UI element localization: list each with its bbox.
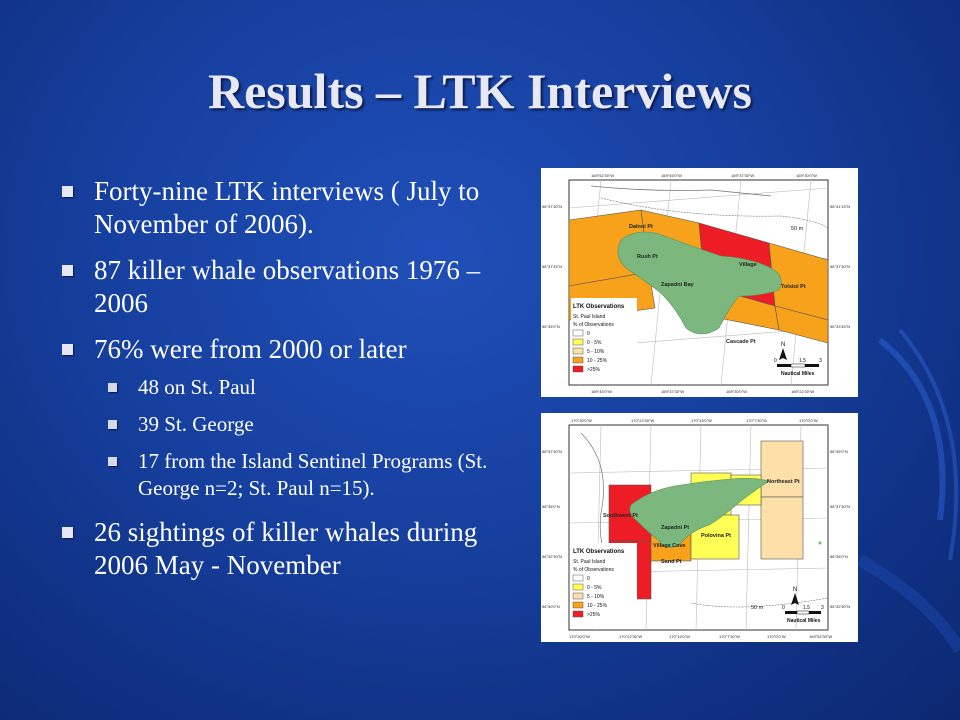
scale-label: 3 xyxy=(821,605,824,611)
coord-label: 56°45'0"N xyxy=(830,449,848,454)
scale-label: 1.5 xyxy=(799,358,806,364)
bullet-square-icon xyxy=(108,383,117,392)
coord-label: 56°37'30"N xyxy=(542,204,563,209)
legend-item: 0 xyxy=(587,331,590,337)
coord-label: 56°35'0"N xyxy=(542,504,560,509)
legend-item: >25% xyxy=(587,367,600,373)
bullet-text: 48 on St. Paul xyxy=(138,375,256,399)
place-label: Zapadni Pt xyxy=(661,525,690,531)
bullet-text: 26 sightings of killer whales during 2006 May - November xyxy=(94,517,478,580)
coord-label: 56°30'0"N xyxy=(542,604,560,609)
bullet-interviews xyxy=(60,175,520,241)
legend-item: 0 - 5% xyxy=(587,340,602,346)
coord-label: 56°37'45"N xyxy=(542,264,563,269)
scale-label: 1.5 xyxy=(803,605,810,611)
coord-label: 170°30'0"W xyxy=(569,634,590,639)
legend-item: 5 - 10% xyxy=(587,349,605,355)
coord-label: 170°15'0"W xyxy=(669,634,690,639)
coord-label: 170°30'0"W xyxy=(571,418,592,423)
bullet-text: 87 killer whale observations 1976 – 2006 xyxy=(94,255,481,318)
scale-unit: Nautical Miles xyxy=(781,371,815,377)
map-legend xyxy=(571,298,637,384)
place-label: Northeast Pt xyxy=(767,479,800,485)
place-label: Sand Pt xyxy=(661,559,682,565)
coord-label: 169°30'0"W xyxy=(726,389,747,394)
depth-label: 50 m xyxy=(751,605,764,611)
legend-pct: % of Observations xyxy=(573,567,614,573)
coord-label: 169°30'0"W xyxy=(796,173,817,178)
coord-label: 169°52'30"W xyxy=(591,173,615,178)
place-label: Rush Pt xyxy=(637,254,658,260)
coord-label: 169°45'0"W xyxy=(661,173,682,178)
scale-unit: Nautical Miles xyxy=(787,618,821,624)
map-st-paul xyxy=(541,168,858,397)
coord-label: 56°41'15"N xyxy=(830,204,851,209)
scale-label: 3 xyxy=(819,358,822,364)
bullet-observations xyxy=(60,254,520,320)
map-st-paul-figure xyxy=(541,168,858,397)
bullet-square-icon xyxy=(62,527,73,538)
place-label: Zapadni Bay xyxy=(661,282,694,288)
coord-label: 170°0'0"W xyxy=(767,634,786,639)
place-label: Cascade Pt xyxy=(726,339,756,345)
coord-label: 169°37'30"W xyxy=(731,173,755,178)
coord-label: 170°7'30"W xyxy=(746,418,767,423)
place-label: Southwest Pt xyxy=(603,513,638,519)
coord-label: 56°35'0"N xyxy=(830,554,848,559)
map-legend xyxy=(571,543,637,629)
coord-label: 56°33'45"N xyxy=(830,324,851,329)
place-label: Tolstoi Pt xyxy=(781,284,806,290)
coord-label: 56°32'30"N xyxy=(830,604,851,609)
north-arrow-icon: N xyxy=(781,342,786,348)
scale-label: 0 xyxy=(774,358,777,364)
subbullet-sentinel xyxy=(60,448,520,502)
bullet-square-icon xyxy=(108,420,117,429)
legend-item: 5 - 10% xyxy=(587,594,605,600)
coord-label: 169°45'0"W xyxy=(591,389,612,394)
map-st-george xyxy=(541,413,858,642)
legend-title: LTK Observations xyxy=(573,549,625,555)
place-label: Dalnoi Pt xyxy=(629,224,653,230)
coord-label: 56°37'30"N xyxy=(830,264,851,269)
coord-label: 170°15'0"W xyxy=(691,418,712,423)
coord-label: 56°37'30"N xyxy=(542,449,563,454)
map-st-george-figure xyxy=(541,413,858,642)
bullet-text: 17 from the Island Sentinel Programs (St. George n=2; St. Paul n=15). xyxy=(138,449,488,500)
coord-label: 169°22'30"W xyxy=(791,389,815,394)
legend-pct: % of Observations xyxy=(573,322,614,328)
subbullet-st-paul xyxy=(60,374,520,401)
coord-label: 170°0'0"W xyxy=(799,418,818,423)
bullet-square-icon xyxy=(62,344,73,355)
legend-item: 10 - 25% xyxy=(587,358,608,364)
depth-label: 50 m xyxy=(791,226,804,232)
legend-island: St. Paul Island xyxy=(573,314,606,320)
legend-title: LTK Observations xyxy=(573,304,625,310)
legend-island: St. Paul Island xyxy=(573,559,606,565)
legend-item: 0 xyxy=(587,576,590,582)
north-arrow-icon: N xyxy=(793,587,798,593)
bullet-sightings xyxy=(60,516,520,582)
coord-label: 56°32'30"N xyxy=(542,554,563,559)
legend-item: >25% xyxy=(587,612,600,618)
coord-label: 169°52'30"W xyxy=(809,634,833,639)
coord-label: 170°22'30"W xyxy=(619,634,643,639)
place-label: Polovina Pt xyxy=(701,533,731,539)
slide-title: Results – LTK Interviews xyxy=(207,63,753,119)
legend-item: 10 - 25% xyxy=(587,603,608,609)
bullet-percent xyxy=(60,333,520,366)
bullet-square-icon xyxy=(62,186,73,197)
coord-label: 169°37'30"W xyxy=(661,389,685,394)
bullet-square-icon xyxy=(108,457,117,466)
place-label: Village xyxy=(739,262,757,268)
bullet-text: Forty-nine LTK interviews ( July to November of 2006). xyxy=(94,176,480,239)
subbullet-st-george xyxy=(60,411,520,438)
coord-label: 170°7'30"W xyxy=(719,634,740,639)
place-label: Village Cove xyxy=(653,543,686,549)
bullet-list xyxy=(60,175,520,595)
coord-label: 56°37'30"N xyxy=(830,504,851,509)
coord-label: 56°35'0"N xyxy=(542,324,560,329)
bullet-text: 76% were from 2000 or later xyxy=(94,334,407,364)
bullet-square-icon xyxy=(62,265,73,276)
coord-label: 170°22'30"W xyxy=(631,418,655,423)
bullet-text: 39 St. George xyxy=(138,412,254,436)
legend-item: 0 - 5% xyxy=(587,585,602,591)
scale-label: 0 xyxy=(782,605,785,611)
